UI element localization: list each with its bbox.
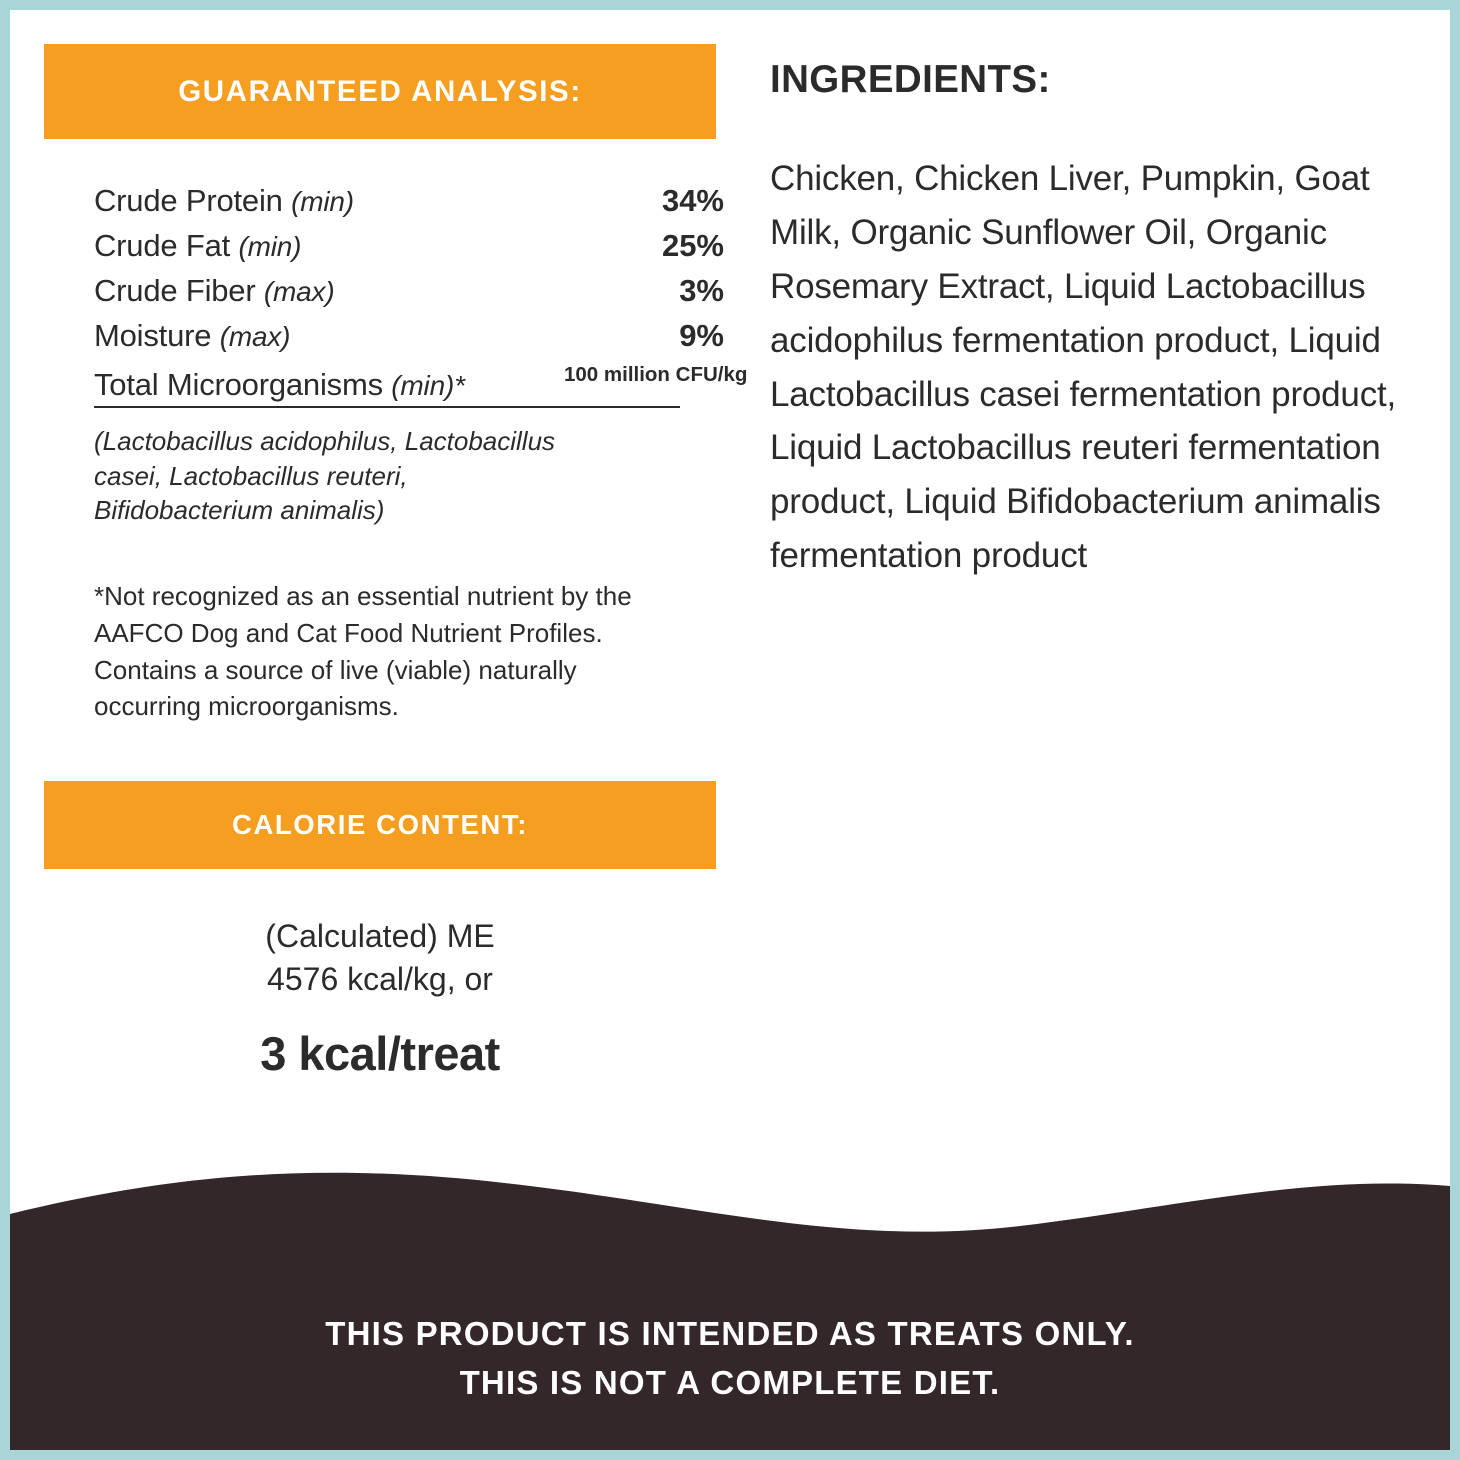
nutrient-name: Crude Protein xyxy=(94,183,283,218)
nutrient-value: 34% xyxy=(661,183,724,218)
table-row xyxy=(94,363,748,403)
nutrient-label xyxy=(94,228,301,264)
nutrient-qualifier: (min)* xyxy=(391,370,465,401)
nutrient-qualifier: (max) xyxy=(219,321,291,352)
calorie-content-heading: CALORIE CONTENT: xyxy=(44,781,716,869)
nutrient-name: Total Microorganisms xyxy=(94,367,383,402)
calorie-content-block xyxy=(44,781,724,1081)
nutrient-label xyxy=(94,273,334,309)
nutrient-value: 3% xyxy=(679,273,724,308)
calorie-per-treat: 3 kcal/treat xyxy=(260,1027,500,1081)
table-divider xyxy=(94,406,680,408)
calorie-line-2: 4576 kcal/kg, or xyxy=(267,960,493,997)
nutrient-label xyxy=(94,363,465,403)
nutrient-value: 25% xyxy=(661,228,724,263)
content-columns xyxy=(10,10,1450,1200)
right-column xyxy=(770,44,1420,583)
table-row xyxy=(94,183,724,219)
nutrient-label xyxy=(94,183,354,219)
ingredients-heading: INGREDIENTS: xyxy=(770,58,1051,101)
table-row xyxy=(94,228,724,264)
nutrient-value: 9% xyxy=(679,318,724,353)
guaranteed-analysis-table xyxy=(94,183,748,403)
table-row xyxy=(94,273,724,309)
footer-line-1: THIS PRODUCT IS INTENDED AS TREATS ONLY. xyxy=(325,1315,1135,1353)
calorie-line-1: (Calculated) ME xyxy=(265,918,495,955)
ingredients-list-text: Chicken, Chicken Liver, Pumpkin, Goat Milk, Organic Sunflower Oil, Organic Rosemary Extract, Liquid Lactobacillus acidophilus fermentation product, Liquid Lactobacillus casei fermentation product, Liquid Lactobacillus reuteri fermentation product, Liquid Bifidobacterium animalis fermentation product xyxy=(770,159,1397,576)
aafco-footnote: *Not recognized as an essential nutrient by the AAFCO Dog and Cat Food Nutrient Profiles. Contains a source of live (viable) naturally occurring microorganisms. xyxy=(94,580,632,722)
footer-banner xyxy=(10,1160,1450,1450)
nutrient-qualifier: (min) xyxy=(291,186,354,217)
footer-disclaimer xyxy=(10,1310,1450,1408)
left-column xyxy=(44,44,748,1081)
nutrient-name: Moisture xyxy=(94,318,212,353)
probiotic-strains-text: (Lactobacillus acidophilus, Lactobacillus casei, Lactobacillus reuteri, Bifidobacterium animalis) xyxy=(94,426,556,526)
table-row xyxy=(94,318,724,354)
nutrient-name: Crude Fiber xyxy=(94,273,256,308)
nutrient-value: 100 million CFU/kg xyxy=(564,363,748,386)
nutrient-name: Crude Fat xyxy=(94,228,231,263)
nutrient-qualifier: (min) xyxy=(238,231,302,262)
label-panel xyxy=(10,10,1450,1450)
nutrient-qualifier: (max) xyxy=(263,276,335,307)
footer-line-2: THIS IS NOT A COMPLETE DIET. xyxy=(459,1364,1001,1402)
guaranteed-analysis-heading: GUARANTEED ANALYSIS: xyxy=(44,44,716,139)
nutrient-label xyxy=(94,318,290,354)
calorie-content-body xyxy=(44,915,716,1081)
